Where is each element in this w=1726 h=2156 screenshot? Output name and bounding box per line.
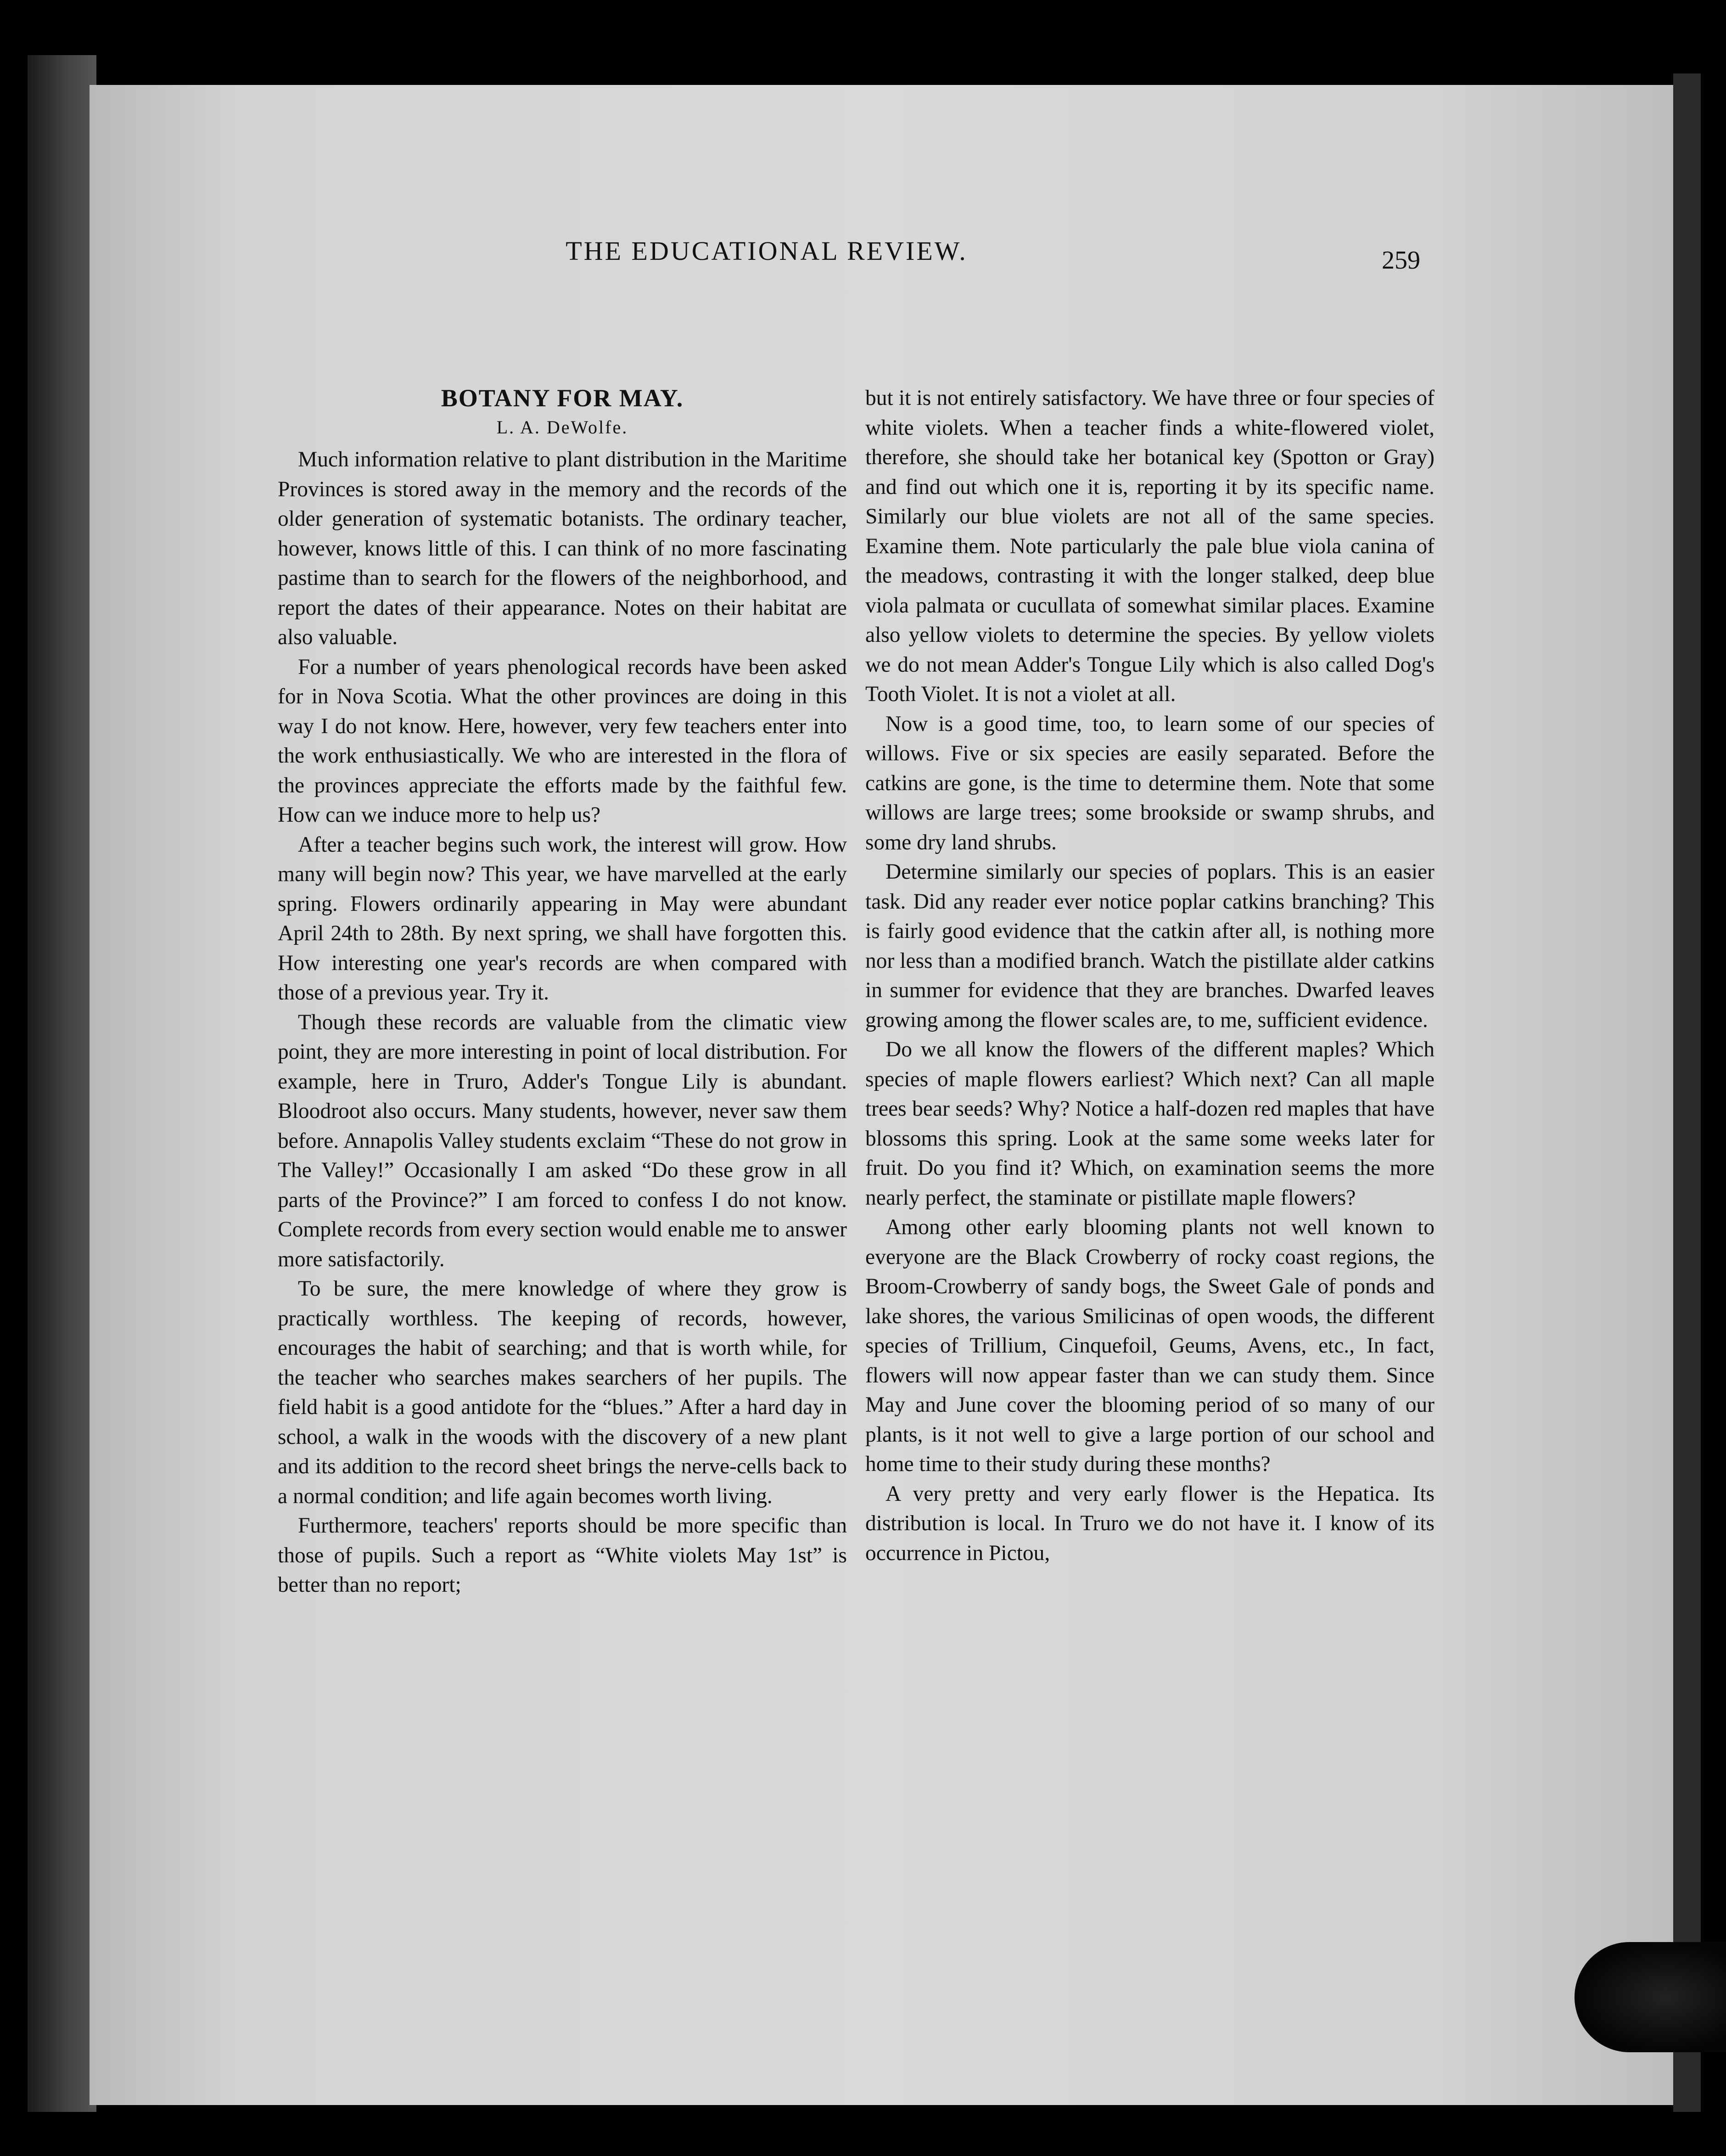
running-header: THE EDUCATIONAL REVIEW. [566,236,968,266]
paragraph: Furthermore, teachers' reports should be more specific than those of pupils. Such a report as “White violets May 1st” is better than no report; [278,1514,847,1597]
paragraph: Now is a good time, too, to learn some of our species of willows. Five or six species are easily separated. Before the catkins are gone, is the time to determine them. Note that some willows are large trees; some brookside or swamp shrubs, and some dry land shrubs. [865,712,1435,854]
left-page-edge [28,55,96,2112]
paragraph: To be sure, the mere knowledge of where they grow is practically worthless. The keeping of records, however, encourages the habit of searching; and that is worth while, for the teacher who searches makes searchers of her pupils. The field habit is a good antidote for the “blues.” After a hard day in school, a walk in the woods with the discovery of a new plant and its addition to the record sheet brings the nerve-cells back to a normal condition; and life again becomes worth living. [278,1277,847,1508]
right-column [865,383,1435,1568]
paragraph: but it is not entirely satisfactory. We have three or four species of white violets. When a teacher finds a white-flowered violet, therefore, she should take her botanical key (Spotton or Gray) and find out which one it is, reporting it by its specific name. Similarly our blue violets are not all of the same species. Examine them. Note particularly the pale blue viola canina of the meadows, contrasting it with the longer stalked, deep blue viola palmata or cucullata of somewhat similar places. Examine also yellow violets to determine the species. By yellow violets we do not mean Adder's Tongue Lily which is also called Dog's Tooth Violet. It is not a violet at all. [865,386,1435,706]
article-title: BOTANY FOR MAY. [441,384,684,412]
paragraph: Determine similarly our species of poplars. This is an easier task. Did any reader ever notice poplar catkins branching? This is fairly good evidence that the catkin after all, is nothing more nor less than a modified branch. Watch the pistillate alder catkins in summer for evidence that they are branches. Dwarfed leaves growing among the flower scales are, to me, sufficient evidence. [865,860,1435,1032]
paragraph: Among other early blooming plants not well known to everyone are the Black Crowberry of rocky coast regions, the Broom-Crowberry of sandy bogs, the Sweet Gale of ponds and lake shores, the various Smilicinas of open woods, the different species of Trillium, Cinquefoil, Geums, Avens, etc., In fact, flowers will now appear faster than we can study them. Since May and June cover the blooming period of so many of our plants, is it not well to give a large portion of our school and home time to their study during these months? [865,1215,1435,1476]
left-column [278,383,847,1600]
journal-page [90,85,1673,2105]
article-author: L. A. DeWolfe. [496,417,628,438]
paragraph: A very pretty and very early flower is the Hepatica. Its distribution is local. In Truro we do not have it. I know of its occurrence in Pictou, [865,1482,1435,1565]
paragraph: After a teacher begins such work, the interest will grow. How many will begin now? This year, we have marvelled at the early spring. Flowers ordinarily appearing in May were abundant April 24th to 28th. By next spring, we shall have forgotten this. How interesting one year's records are when compared with those of a previous year. Try it. [278,832,847,1005]
page-number: 259 [1382,246,1420,275]
paragraph: For a number of years phenological records have been asked for in Nova Scotia. What the other provinces are doing in this way I do not know. Here, however, very few teachers enter into the work enthusiastically. We who are interested in the flora of the provinces appreciate the efforts made by the faithful few. How can we induce more to help us? [278,655,847,827]
paragraph: Though these records are valuable from the climatic view point, they are more interesting in point of local distribution. For example, here in Truro, Adder's Tongue Lily is abundant. Bloodroot also occurs. Many students, however, never saw them before. Annapolis Valley students exclaim “These do not grow in The Valley!” Occasionally I am asked “Do these grow in all parts of the Province?” I am forced to confess I do not know. Complete records from every section would enable me to answer more satisfactorily. [278,1010,847,1271]
paragraph: Do we all know the flowers of the different maples? Which species of maple flowers earliest? Which next? Can all maple trees bear seeds? Why? Notice a half-dozen red maples that have blossoms this spring. Look at the same some weeks later for fruit. Do you find it? Which, on examination seems the more nearly perfect, the staminate or pistillate maple flowers? [865,1038,1435,1210]
paragraph: Much information relative to plant distribution in the Maritime Provinces is stored away in the memory and the records of the older generation of systematic botanists. The ordinary teacher, however, knows little of this. I can think of no more fascinating pastime than to search for the flowers of the neighborhood, and report the dates of their appearance. Notes on their habitat are also valuable. [278,448,847,649]
right-page-edge [1673,73,1701,2112]
thumb-shadow [1575,1942,1726,2052]
